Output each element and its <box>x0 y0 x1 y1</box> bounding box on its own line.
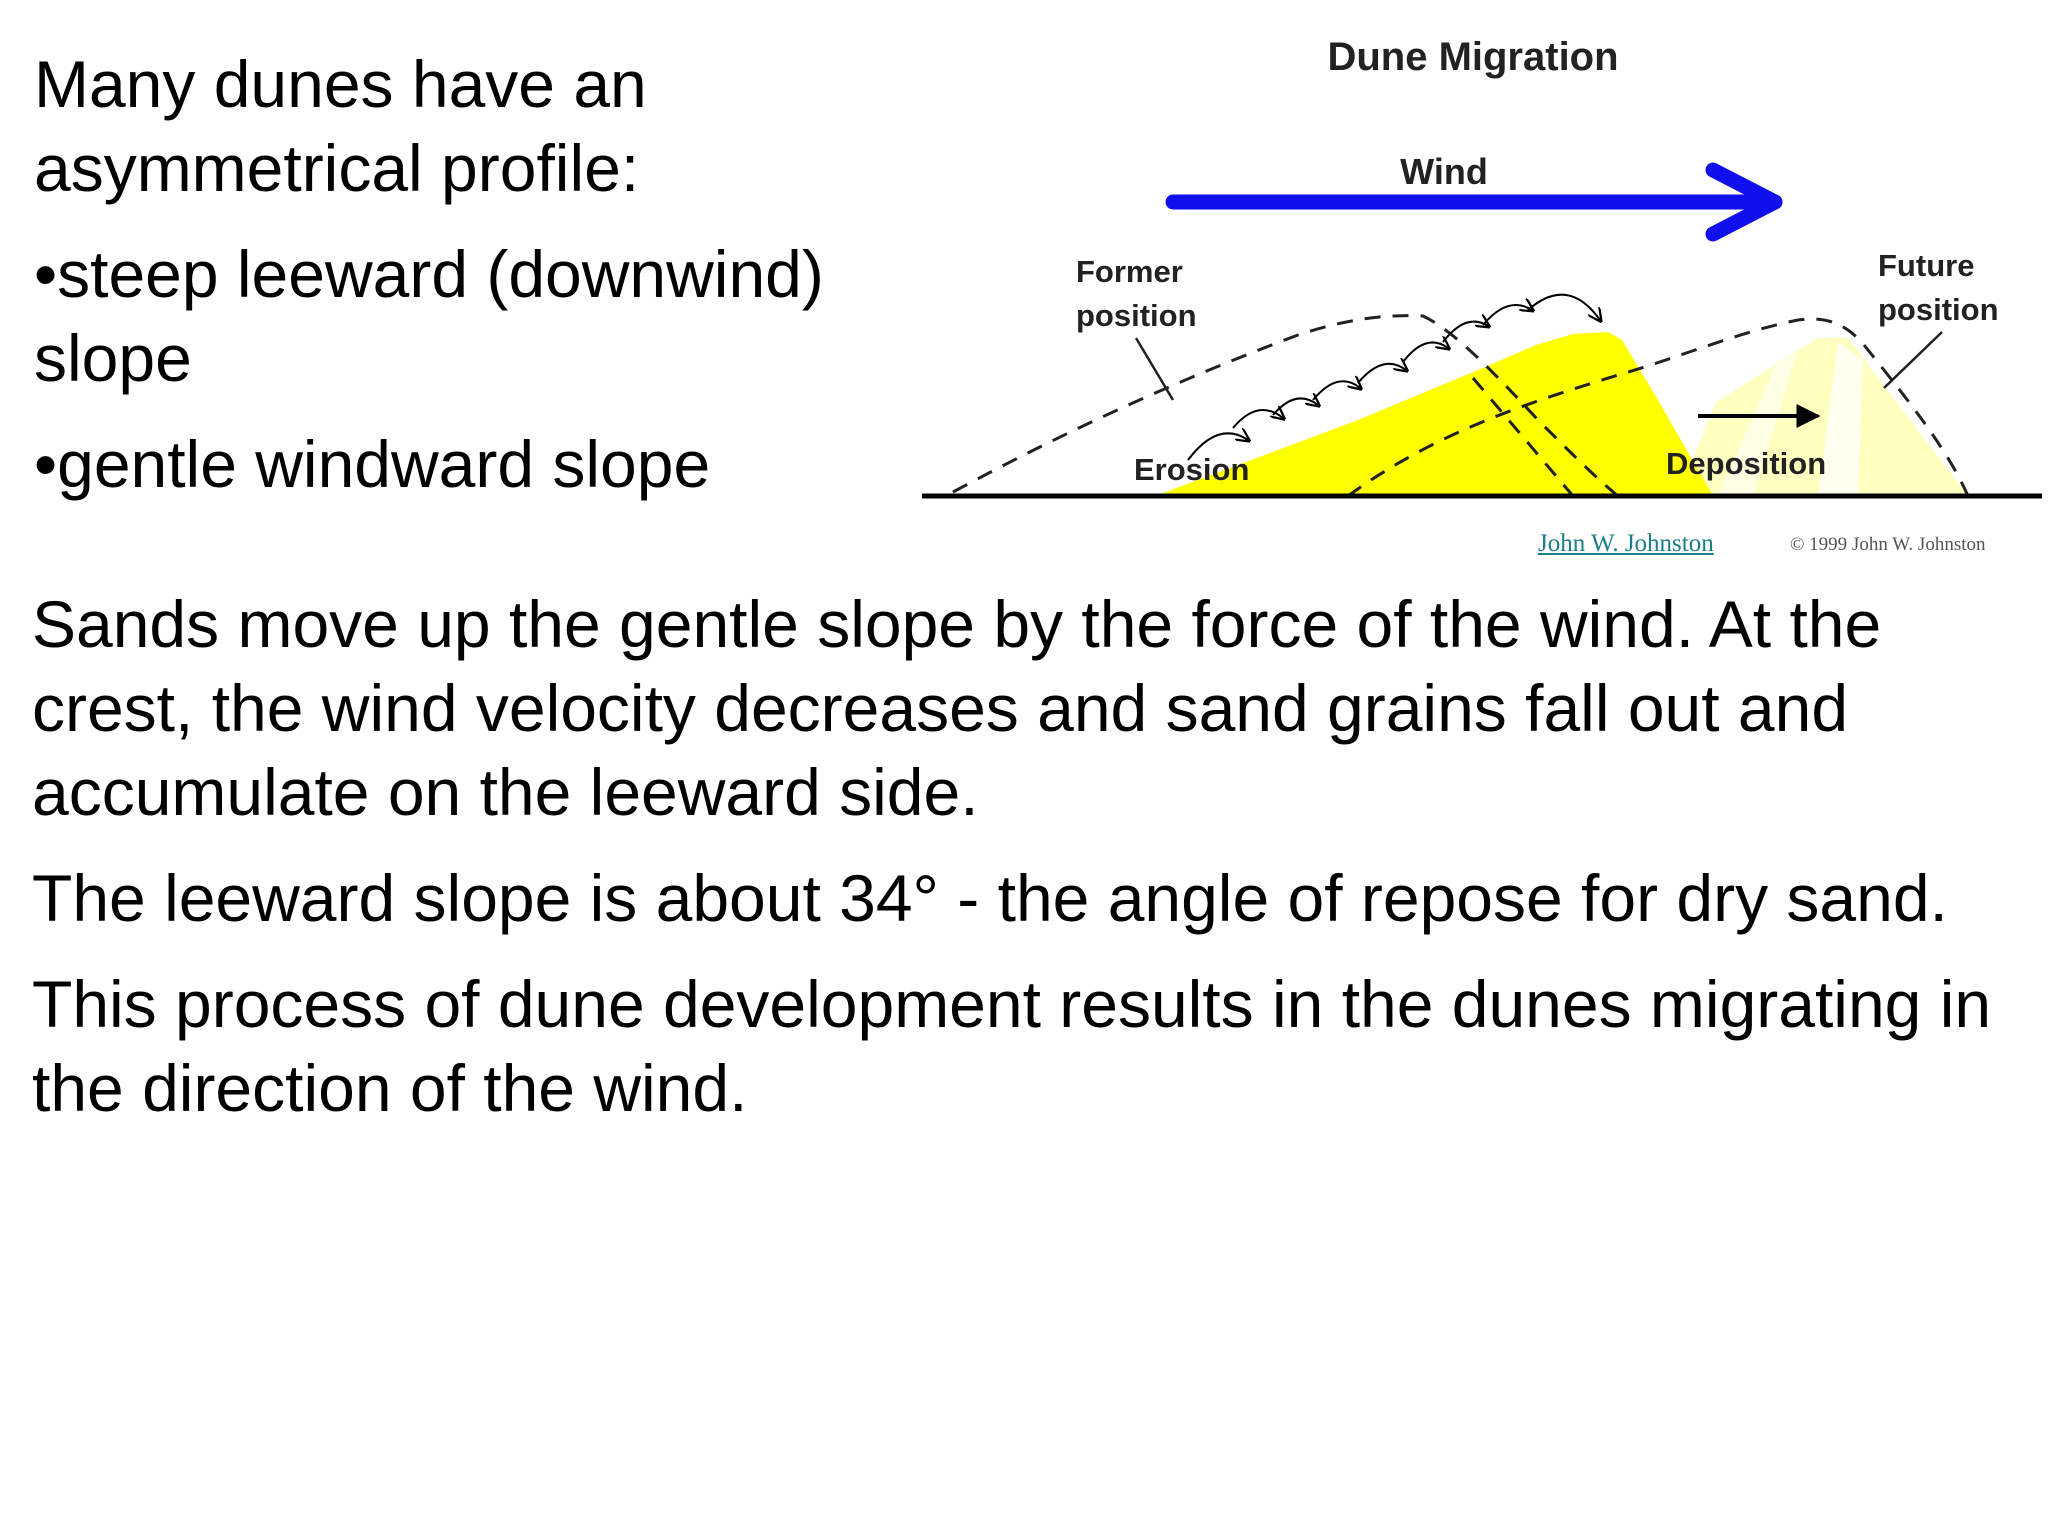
paragraph-sand-movement: Sands move up the gentle slope by the force of the wind. At the crest, the wind velocity decreases and sand grains fall out and accumulate on the leeward side. <box>32 587 1882 829</box>
paragraph-leeward-angle: The leeward slope is about 34° - the angle of repose for dry sand. <box>32 861 1948 935</box>
former-label-line2: position <box>1076 298 1197 333</box>
diagram-title: Dune Migration <box>1327 35 1619 79</box>
intro-text-block <box>34 42 914 528</box>
paragraph-migration: This process of dune development results in the dunes migrating in the direction of the wind. <box>32 967 1992 1125</box>
bullet-steep-leeward: •steep leeward (downwind) slope <box>34 237 824 395</box>
intro-heading: Many dunes have an asymmetrical profile: <box>34 47 647 205</box>
credit-link-johnston[interactable]: John W. Johnston <box>1538 530 1714 557</box>
deposition-label: Deposition <box>1666 446 1827 481</box>
future-pointer <box>1884 332 1942 388</box>
dune-migration-diagram <box>918 20 2044 570</box>
future-label-line1: Future <box>1878 248 1975 283</box>
bullet-gentle-windward: •gentle windward slope <box>34 427 711 501</box>
future-label-line2: position <box>1878 292 1999 327</box>
wind-label: Wind <box>1400 151 1488 192</box>
dune-diagram-svg <box>918 20 2044 530</box>
explanation-text-block <box>32 582 2022 1152</box>
erosion-label: Erosion <box>1134 452 1250 487</box>
copyright-notice: © 1999 John W. Johnston <box>1790 534 1986 555</box>
former-label-line1: Former <box>1076 254 1183 289</box>
former-pointer <box>1136 338 1173 400</box>
